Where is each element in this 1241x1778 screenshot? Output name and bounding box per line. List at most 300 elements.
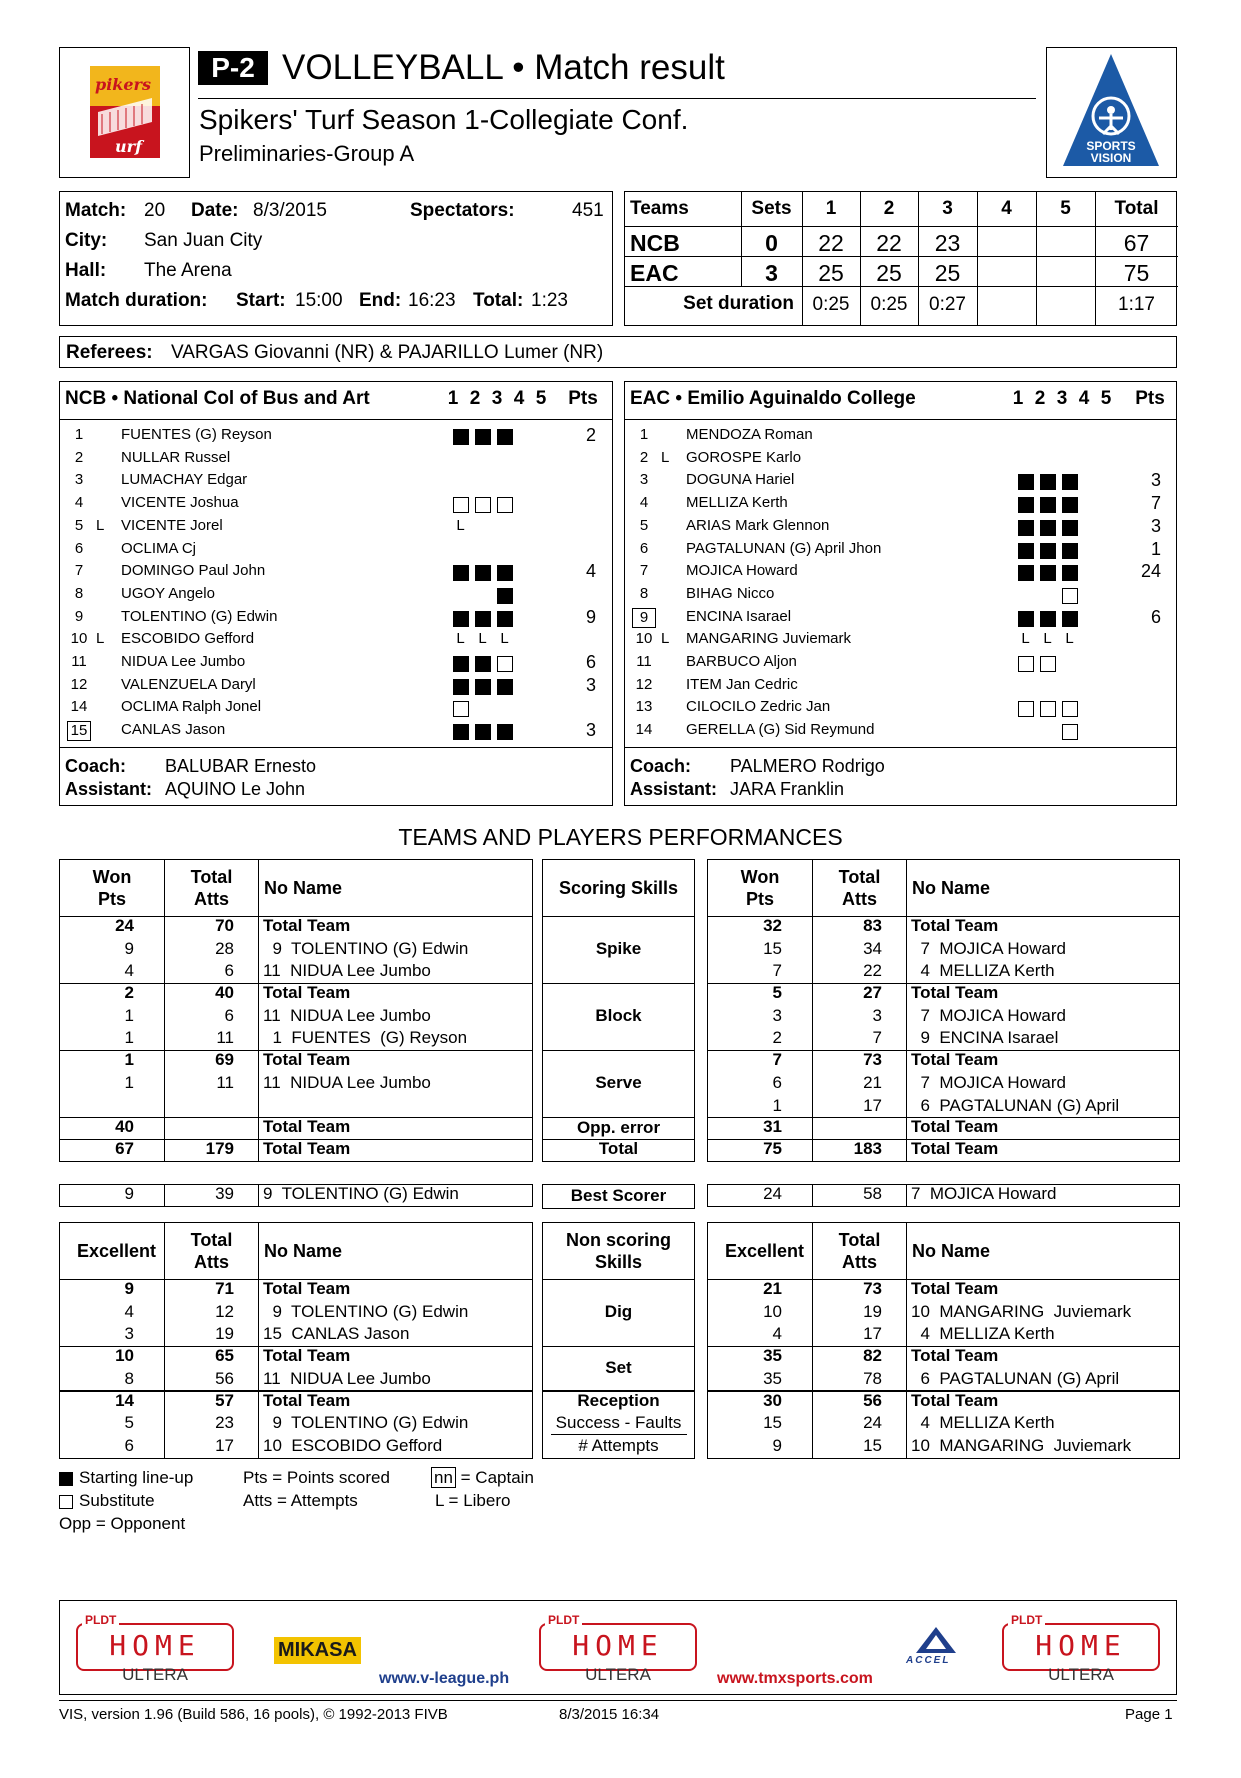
perf-grid-v xyxy=(906,984,907,1050)
substitute-square-icon xyxy=(1040,656,1056,672)
referees-box xyxy=(59,336,1177,368)
perf-atts: 11 xyxy=(216,1072,234,1092)
perf-grid-v xyxy=(258,1118,259,1139)
vleague-link[interactable]: www.v-league.ph xyxy=(379,1670,510,1687)
player-points: 9 xyxy=(585,606,596,627)
team-title: EAC • Emilio Aguinaldo College xyxy=(630,388,916,409)
accel-label: ACCEL xyxy=(906,1655,951,1666)
perf-group xyxy=(707,1184,1180,1207)
player-name: BIHAG Nicco xyxy=(686,584,775,602)
perf-name: 7 MOJICA Howard xyxy=(911,1005,1066,1025)
perf-name: 7 MOJICA Howard xyxy=(911,1184,1057,1203)
perf-header-atts-text: Total Atts xyxy=(190,1230,233,1272)
perf-atts: 7 xyxy=(872,1028,882,1048)
perf-name: 6 PAGTALUNAN (G) April xyxy=(911,1368,1120,1388)
perf-skill-name: Block xyxy=(595,1006,642,1026)
player-name: MENDOZA Roman xyxy=(686,426,813,443)
player-number: 8 xyxy=(639,584,649,602)
perf-atts: 40 xyxy=(215,983,234,1003)
roster-col-header: 3 xyxy=(1056,388,1068,409)
player-points: 1 xyxy=(1150,538,1161,559)
svg-text:urf: urf xyxy=(115,137,142,156)
perf-atts: 3 xyxy=(872,1005,882,1025)
perf-atts: 17 xyxy=(215,1435,234,1455)
perf-header-won-text: Won Pts xyxy=(740,867,780,909)
player-number: 3 xyxy=(639,471,649,489)
perf-header-won-text: Excellent xyxy=(77,1241,157,1261)
perf-won: 31 xyxy=(763,1117,782,1137)
perf-name: Total Team xyxy=(263,1390,351,1410)
ultera-label: ULTERA xyxy=(1048,1665,1114,1684)
perf-won: 1 xyxy=(124,1005,134,1025)
mikasa-logo: MIKASA xyxy=(274,1637,361,1664)
starter-square-icon xyxy=(453,611,469,627)
score-cell-total: 67 xyxy=(1123,230,1150,256)
player-number: 7 xyxy=(74,562,84,580)
player-name: CANLAS Jason xyxy=(121,721,226,739)
perf-name: Total Team xyxy=(911,1346,999,1366)
perf-won: 9 xyxy=(124,1279,134,1298)
player-number: 15 xyxy=(67,721,91,741)
libero-mark: L xyxy=(456,516,465,534)
perf-skill-name: Set xyxy=(605,1357,632,1377)
starter-square-icon xyxy=(453,656,469,672)
perf-header-won xyxy=(708,860,812,916)
perf-atts: 17 xyxy=(863,1324,882,1344)
player-number: 9 xyxy=(632,608,656,628)
player-name: ENCINA Isarael xyxy=(686,607,792,625)
starter-square-icon xyxy=(1040,497,1056,513)
starter-square-icon xyxy=(453,679,469,695)
perf-won: 40 xyxy=(115,1117,134,1137)
player-name: OCLIMA Cj xyxy=(121,539,197,557)
perf-won: 5 xyxy=(124,1413,134,1433)
player-name: GOROSPE Karlo xyxy=(686,448,802,466)
footer-version: VIS, version 1.96 (Build 586, 16 pools), © 1992-2013 FIVB xyxy=(59,1706,448,1723)
player-number: 8 xyxy=(74,584,84,602)
perf-atts: 69 xyxy=(215,1050,234,1070)
footer-printed: 8/3/2015 16:34 xyxy=(559,1706,660,1723)
perf-grid-v xyxy=(906,1280,907,1346)
perf-won: 35 xyxy=(763,1368,782,1388)
perf-header-atts-text: Total Atts xyxy=(838,1230,881,1272)
starter-square-icon xyxy=(1040,611,1056,627)
coach-divider xyxy=(625,747,1176,748)
perf-name: Total Team xyxy=(911,1117,999,1137)
player-name: VICENTE Jorel xyxy=(121,516,223,534)
set-duration-value: 0:25 xyxy=(870,294,908,315)
perf-name: 11 NIDUA Lee Jumbo xyxy=(263,961,431,981)
starter-square-icon xyxy=(1018,474,1034,490)
player-name: OCLIMA Ralph Jonel xyxy=(121,698,262,716)
perf-name: 10 MANGARING Juviemark xyxy=(911,1435,1132,1455)
referees-label: Referees: xyxy=(66,342,153,363)
score-header-2: 1 xyxy=(825,198,837,219)
player-points: 2 xyxy=(585,425,596,445)
player-points: 6 xyxy=(585,652,596,672)
perf-name: Total Team xyxy=(911,1390,999,1410)
coach-name: PALMERO Rodrigo xyxy=(730,756,885,776)
perf-group xyxy=(59,916,533,984)
perf-name: Total Team xyxy=(911,1279,999,1298)
perf-grid-v xyxy=(906,917,907,983)
perf-header-name xyxy=(258,860,534,916)
roster-col-header: 2 xyxy=(469,388,481,409)
perf-name: Total Team xyxy=(263,916,351,935)
perf-skill-name: Spike xyxy=(595,939,642,959)
perf-skill-header-text: Non scoring Skills xyxy=(565,1230,671,1272)
pldt-label: PLDT xyxy=(82,1613,119,1627)
player-name: MOJICA Howard xyxy=(686,562,798,580)
city-label: City: xyxy=(65,230,108,251)
perf-name: Total Team xyxy=(911,916,999,935)
player-name: VICENTE Joshua xyxy=(121,494,239,512)
legend-starting: Starting line-up xyxy=(79,1468,194,1487)
city-value: San Juan City xyxy=(144,230,263,251)
league-name: Spikers' Turf Season 1-Collegiate Conf. xyxy=(199,104,689,135)
starter-square-icon xyxy=(497,588,513,604)
perf-name: 1 FUENTES (G) Reyson xyxy=(263,1028,468,1048)
substitute-square-icon xyxy=(453,701,469,717)
score-header-5: 4 xyxy=(1001,198,1012,219)
performance-title: TEAMS AND PLAYERS PERFORMANCES xyxy=(398,824,843,850)
roster-col-header: 1 xyxy=(1012,388,1024,409)
perf-won: 2 xyxy=(124,983,134,1003)
perf-skill-sub2: # Attempts xyxy=(578,1435,659,1455)
perf-won: 9 xyxy=(772,1435,782,1455)
starter-square-icon xyxy=(475,565,491,581)
perf-won: 9 xyxy=(124,938,134,958)
player-name: VALENZUELA Daryl xyxy=(121,675,256,693)
player-number: 9 xyxy=(74,607,84,625)
perf-header-name xyxy=(906,860,1181,916)
perf-grid-v xyxy=(258,1280,259,1346)
perf-atts: 24 xyxy=(863,1413,882,1433)
perf-skill-name: Dig xyxy=(604,1302,633,1322)
home-label: HOME xyxy=(109,1629,201,1662)
starter-square-icon xyxy=(1062,543,1078,559)
perf-atts: 15 xyxy=(863,1435,882,1455)
roster-col-header: 4 xyxy=(1078,388,1090,409)
logo-left-box xyxy=(59,47,190,178)
player-name: ARIAS Mark Glennon xyxy=(686,516,830,534)
starter-square-icon xyxy=(497,611,513,627)
player-name: DOGUNA Hariel xyxy=(686,471,795,489)
perf-group xyxy=(707,1050,1180,1118)
perf-won: 35 xyxy=(763,1346,782,1366)
perf-atts: 78 xyxy=(863,1368,882,1388)
footer-rule xyxy=(59,1700,1177,1701)
legend-substitute: Substitute xyxy=(79,1491,155,1510)
starter-square-icon xyxy=(1018,520,1034,536)
roster-col-header: 1 xyxy=(447,388,459,409)
captain-box-icon: nn xyxy=(431,1467,456,1488)
player-name: CILOCILO Zedric Jan xyxy=(686,698,831,716)
perf-grid-v xyxy=(906,1392,907,1458)
svg-text:VISION: VISION xyxy=(1090,151,1132,165)
perf-atts: 65 xyxy=(215,1346,234,1366)
perf-atts: 12 xyxy=(215,1301,234,1321)
perf-header-name xyxy=(906,1223,1181,1279)
perf-header-name-text: No Name xyxy=(912,878,991,898)
roster-col-header: 2 xyxy=(1034,388,1046,409)
perf-name: 9 ENCINA Isarael xyxy=(911,1028,1059,1048)
perf-atts: 58 xyxy=(863,1184,882,1203)
perf-name: 10 MANGARING Juviemark xyxy=(911,1301,1132,1321)
perf-name: 10 ESCOBIDO Gefford xyxy=(263,1435,443,1455)
starter-square-icon xyxy=(1062,497,1078,513)
libero-mark: L xyxy=(456,630,465,648)
substitute-square-icon xyxy=(1018,701,1034,717)
perf-atts: 19 xyxy=(863,1301,882,1321)
perf-header xyxy=(59,1222,533,1280)
perf-won: 67 xyxy=(115,1139,134,1158)
perf-grid-v xyxy=(258,917,259,983)
starting-lineup-icon xyxy=(59,1472,73,1486)
score-cell-s3: 25 xyxy=(934,260,961,286)
perf-grid-v xyxy=(258,1185,259,1206)
perf-header-won xyxy=(708,1223,812,1279)
perf-atts: 6 xyxy=(224,961,234,981)
player-name: MANGARING Juviemark xyxy=(686,630,852,648)
player-points: 3 xyxy=(585,720,596,741)
match-number: 20 xyxy=(144,200,166,221)
set-duration-value: 0:25 xyxy=(812,294,850,315)
starter-square-icon xyxy=(453,565,469,581)
perf-won: 32 xyxy=(763,916,782,935)
set-duration-value: 1:17 xyxy=(1118,294,1155,315)
perf-skill-cell xyxy=(542,1346,695,1391)
perf-won: 7 xyxy=(772,1050,782,1070)
perf-name: 9 TOLENTINO (G) Edwin xyxy=(263,938,469,958)
score-grid-h xyxy=(625,226,1178,227)
perf-header-atts-text: Total Atts xyxy=(190,867,233,909)
team-title: NCB • National Col of Bus and Art xyxy=(65,388,370,409)
substitute-square-icon xyxy=(1040,701,1056,717)
perf-header-name-text: No Name xyxy=(264,878,343,898)
perf-skill-name: Reception xyxy=(577,1390,660,1410)
coach-label: Coach: xyxy=(65,756,127,776)
perf-skill-header xyxy=(542,859,695,917)
perf-header-won-text: Excellent xyxy=(725,1241,805,1261)
perf-name: Total Team xyxy=(911,1050,999,1070)
perf-group xyxy=(59,1391,533,1459)
perf-header-name xyxy=(258,1223,534,1279)
roster-divider xyxy=(60,419,612,420)
perf-group xyxy=(59,1346,533,1391)
coach-divider xyxy=(60,747,612,748)
perf-won: 1 xyxy=(124,1072,134,1092)
pldt-label: PLDT xyxy=(545,1613,582,1627)
substitute-square-icon xyxy=(497,656,513,672)
perf-grid-v xyxy=(906,1185,907,1206)
assistant-label: Assistant: xyxy=(630,779,718,799)
perf-grid-v xyxy=(258,1140,259,1161)
perf-atts: 56 xyxy=(215,1368,234,1388)
player-name: NIDUA Lee Jumbo xyxy=(121,653,246,670)
referees-names: VARGAS Giovanni (NR) & PAJARILLO Lumer (NR) xyxy=(171,342,604,363)
roster-col-header: 4 xyxy=(513,388,525,409)
perf-atts: 27 xyxy=(863,983,882,1003)
perf-group xyxy=(707,1139,1180,1162)
player-name: NULLAR Russel xyxy=(121,448,231,466)
player-number: 10 xyxy=(70,630,88,648)
sports-vision-logo xyxy=(1047,48,1176,177)
player-name: GERELLA (G) Sid Reymund xyxy=(686,721,875,739)
pldt-home-logo xyxy=(539,1609,699,1687)
player-libero-flag: L xyxy=(96,516,105,534)
player-number: 4 xyxy=(74,494,84,512)
perf-header-name-text: No Name xyxy=(912,1241,991,1261)
score-cell-team: EAC xyxy=(630,260,679,286)
perf-atts: 56 xyxy=(863,1390,882,1410)
starter-square-icon xyxy=(1040,520,1056,536)
player-name: LUMACHAY Edgar xyxy=(121,471,248,489)
starter-square-icon xyxy=(1018,565,1034,581)
perf-won: 8 xyxy=(124,1368,134,1388)
perf-atts: 71 xyxy=(215,1279,234,1298)
perf-skill-rule xyxy=(551,1434,687,1435)
starter-square-icon xyxy=(1040,565,1056,581)
player-points: 24 xyxy=(1140,561,1161,582)
player-points: 4 xyxy=(585,561,596,582)
perf-skill-cell xyxy=(542,1391,695,1459)
perf-header-atts xyxy=(812,860,906,916)
perf-won: 9 xyxy=(124,1184,134,1203)
perf-won: 24 xyxy=(763,1184,782,1203)
legend-opp: Opp = Opponent xyxy=(59,1514,186,1533)
perf-skill-name: Opp. error xyxy=(576,1117,661,1137)
total-label: Total: xyxy=(473,290,524,311)
libero-mark: L xyxy=(478,630,487,648)
starter-square-icon xyxy=(453,724,469,740)
perf-won: 5 xyxy=(772,983,782,1003)
starter-square-icon xyxy=(453,429,469,445)
perf-won: 10 xyxy=(115,1346,134,1366)
perf-header-atts-text: Total Atts xyxy=(838,867,881,909)
player-number: 10 xyxy=(635,630,653,648)
perf-atts: 70 xyxy=(215,916,234,935)
perf-name: Total Team xyxy=(263,1050,351,1070)
player-number: 14 xyxy=(635,721,653,739)
perf-group xyxy=(59,1117,533,1140)
perf-group xyxy=(707,916,1180,984)
starter-square-icon xyxy=(1040,474,1056,490)
score-header-6: 5 xyxy=(1060,198,1071,219)
perf-won: 3 xyxy=(772,1005,782,1025)
player-points: 3 xyxy=(1150,470,1161,491)
player-name: MELLIZA Kerth xyxy=(686,494,788,512)
score-cell-s1: 22 xyxy=(818,230,844,256)
player-points: 3 xyxy=(1150,515,1161,536)
perf-won: 1 xyxy=(772,1095,782,1115)
player-name: BARBUCO Aljon xyxy=(686,653,797,670)
hall-label: Hall: xyxy=(65,260,107,281)
player-number: 1 xyxy=(639,426,649,443)
assistant-name: JARA Franklin xyxy=(730,779,845,799)
perf-atts: 73 xyxy=(863,1050,882,1070)
score-header-7: Total xyxy=(1114,198,1159,219)
score-cell-team: NCB xyxy=(630,230,680,256)
score-table xyxy=(624,191,1177,326)
perf-won: 4 xyxy=(124,1301,134,1321)
player-number: 1 xyxy=(74,426,84,443)
perf-skill-sub: Success - Faults xyxy=(555,1413,682,1433)
perf-atts: 22 xyxy=(863,961,882,981)
score-cell-sets: 3 xyxy=(765,260,778,286)
starter-square-icon xyxy=(1062,520,1078,536)
substitute-square-icon xyxy=(1062,724,1078,740)
page-title: VOLLEYBALL • Match result xyxy=(282,48,725,87)
roster-col-header: Pts xyxy=(568,388,598,409)
player-number: 6 xyxy=(74,539,84,557)
libero-mark: L xyxy=(1043,630,1052,648)
perf-group xyxy=(59,1184,533,1207)
perf-header xyxy=(707,859,1180,917)
perf-grid-v xyxy=(906,1051,907,1117)
player-name: ESCOBIDO Gefford xyxy=(121,630,255,648)
set-duration-label: Set duration xyxy=(683,293,794,314)
starter-square-icon xyxy=(1062,565,1078,581)
player-name: UGOY Angelo xyxy=(121,584,215,602)
perf-group xyxy=(707,1346,1180,1391)
perf-skill-header xyxy=(542,1222,695,1280)
perf-won: 6 xyxy=(772,1072,782,1092)
perf-header-atts xyxy=(812,1223,906,1279)
perf-won: 6 xyxy=(124,1435,134,1455)
perf-header-atts xyxy=(164,1223,258,1279)
perf-atts: 83 xyxy=(863,916,882,935)
perf-grid-v xyxy=(812,1118,813,1139)
libero-mark: L xyxy=(1021,630,1030,648)
player-points: 3 xyxy=(585,674,596,695)
roster-col-header: 5 xyxy=(535,388,547,409)
perf-atts: 17 xyxy=(863,1095,882,1115)
total-time: 1:23 xyxy=(531,290,568,311)
substitute-square-icon xyxy=(497,497,513,513)
start-label: Start: xyxy=(236,290,286,311)
legend-captain: = Captain xyxy=(460,1468,534,1487)
perf-group xyxy=(707,1117,1180,1140)
player-libero-flag: L xyxy=(661,448,670,466)
player-number: 12 xyxy=(635,675,653,693)
perf-atts: 82 xyxy=(863,1346,882,1366)
starter-square-icon xyxy=(1018,543,1034,559)
score-cell-total: 75 xyxy=(1123,260,1150,286)
perf-atts: 39 xyxy=(215,1184,234,1203)
perf-name: Total Team xyxy=(263,1139,351,1158)
player-number: 5 xyxy=(639,516,649,534)
perf-atts: 11 xyxy=(216,1028,234,1048)
substitute-square-icon xyxy=(1062,701,1078,717)
perf-name: 11 NIDUA Lee Jumbo xyxy=(263,1072,431,1092)
perf-name: 9 TOLENTINO (G) Edwin xyxy=(263,1413,469,1433)
perf-name: Total Team xyxy=(911,983,999,1003)
perf-won: 75 xyxy=(763,1139,782,1158)
starter-square-icon xyxy=(475,611,491,627)
spikers-turf-logo xyxy=(60,48,189,177)
hall-value: The Arena xyxy=(144,260,232,281)
coach-label: Coach: xyxy=(630,756,692,776)
perf-skill-cell xyxy=(542,1279,695,1347)
tmx-link[interactable]: www.tmxsports.com xyxy=(717,1670,873,1687)
score-cell-s1: 25 xyxy=(818,260,844,286)
perf-name: 4 MELLIZA Kerth xyxy=(911,961,1055,981)
score-header-1: Sets xyxy=(751,198,792,219)
perf-name: 6 PAGTALUNAN (G) April xyxy=(911,1095,1120,1115)
perf-atts: 28 xyxy=(215,938,234,958)
score-cell-s2: 25 xyxy=(876,260,902,286)
